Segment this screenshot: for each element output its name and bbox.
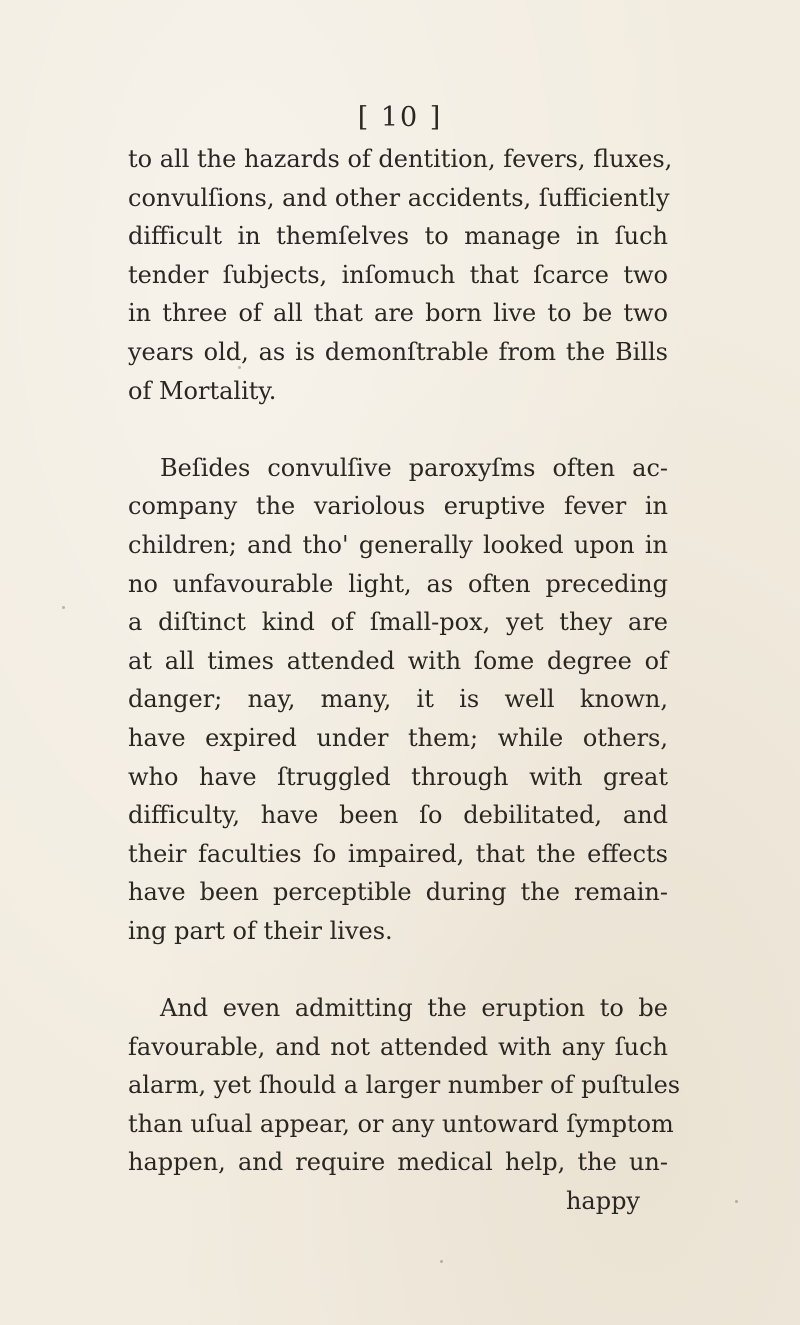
text-line: in three of all that are born live to be two (128, 299, 668, 328)
text-line: than uſual appear, or any untoward ſymptom (128, 1109, 674, 1138)
text-line: to all the hazards of dentition, fevers, fluxes, (128, 145, 673, 173)
paper-speck (440, 1260, 443, 1263)
text-line: convulſions, and other accidents, ſufficiently (128, 183, 670, 212)
text-line: years old, as is demonſtrable from the Bills (128, 337, 668, 366)
paragraph-3 (128, 989, 681, 1182)
text-line: And even admitting the eruption to be (160, 994, 668, 1023)
text-line: company the variolous eruptive fever in (128, 492, 668, 521)
paper-speck (238, 366, 241, 369)
text-line: a diſtinct kind of ſmall-pox, yet they are (128, 608, 668, 637)
text-line: at all times attended with ſome degree of (128, 646, 668, 675)
text-line: danger; nay, many, it is well known, (128, 685, 668, 714)
paragraph-gap (128, 410, 668, 449)
text-line: have been perceptible during the remain- (128, 878, 668, 907)
text-line: difficulty, have been ſo debilitated, and (128, 801, 668, 830)
text-line: favourable, and not attended with any ſuch (128, 1032, 668, 1061)
paragraph-1 (128, 140, 673, 410)
text-line: no unfavourable light, as often preceding (128, 569, 668, 598)
text-line: of Mortality. (128, 376, 277, 405)
text-line: alarm, yet ſhould a larger number of puſtules (128, 1071, 681, 1100)
text-line: their faculties ſo impaired, that the effects (128, 839, 668, 868)
body-text (128, 140, 681, 1221)
page-number: [ 10 ] (357, 102, 443, 133)
text-line: happen, and require medical help, the un- (128, 1148, 668, 1177)
text-line: tender ſubjects, inſomuch that ſcarce two (128, 260, 668, 289)
text-line: children; and tho' generally looked upon in (128, 530, 668, 559)
text-line: Beſides convulſive paroxyſms often ac- (160, 453, 668, 482)
paper-speck (62, 606, 65, 609)
paragraph-2 (128, 449, 668, 951)
paper-speck (735, 1200, 738, 1203)
text-line: who have ſtruggled through with great (128, 762, 668, 791)
text-line: have expired under them; while others, (128, 723, 668, 752)
text-line: ing part of their lives. (128, 916, 393, 945)
paragraph-gap (128, 950, 668, 989)
catchword: happy (565, 1187, 640, 1216)
text-line: difficult in themſelves to manage in ſuch (128, 222, 668, 251)
